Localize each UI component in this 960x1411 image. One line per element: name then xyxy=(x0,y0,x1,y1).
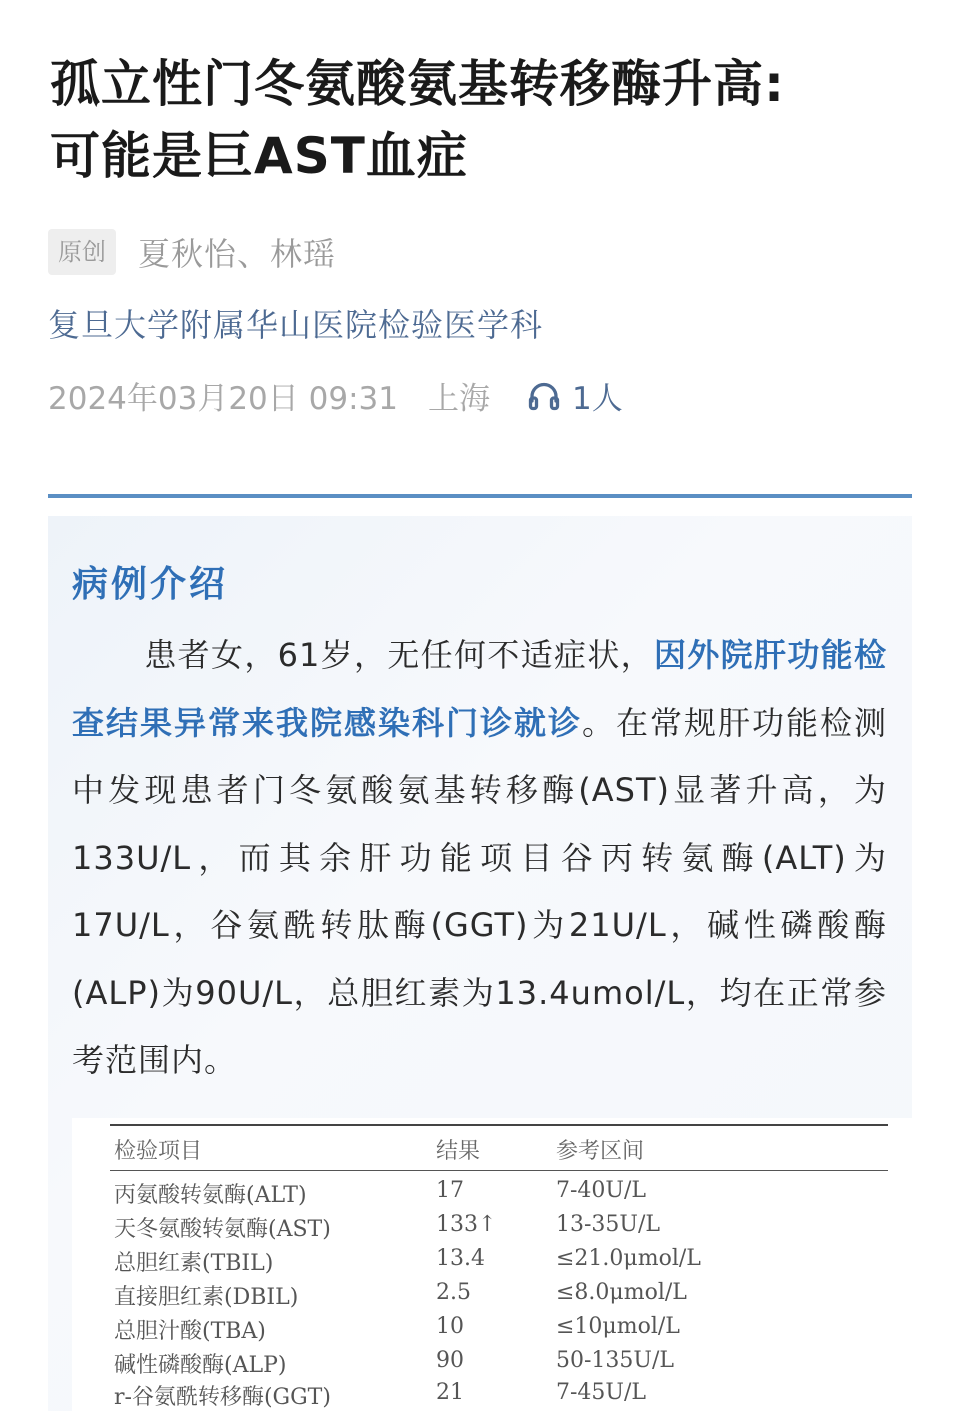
table-header-rule xyxy=(110,1170,888,1171)
row-item: 总胆红素(TBIL) xyxy=(114,1251,274,1276)
row-reference: 50-135U/L xyxy=(556,1348,674,1373)
row-result: 90 xyxy=(436,1348,464,1373)
para-highlight: 因外院肝功能检查结果异常来我院感染科门诊就诊 xyxy=(72,636,887,742)
header-item: 检验项目 xyxy=(114,1139,203,1164)
row-item: 天冬氨酸转氨酶(AST) xyxy=(114,1217,331,1242)
original-badge: 原创 xyxy=(48,229,116,275)
publish-datetime: 2024年03月20日 09:31 xyxy=(48,380,398,417)
header-result: 结果 xyxy=(436,1139,481,1164)
row-item: r-谷氨酰转移酶(GGT) xyxy=(114,1385,331,1410)
row-reference: 7-40U/L xyxy=(556,1178,646,1203)
listen-button[interactable] xyxy=(526,373,623,418)
title-line-2: 可能是巨AST血症 xyxy=(50,127,468,185)
row-result: 17 xyxy=(436,1178,464,1203)
row-reference: ≤10μmol/L xyxy=(556,1314,680,1339)
article-meta xyxy=(48,372,623,418)
row-result: 21 xyxy=(436,1380,464,1405)
row-item: 丙氨酸转氨酶(ALT) xyxy=(114,1183,307,1208)
content-divider xyxy=(48,494,912,498)
row-item: 直接胆红素(DBIL) xyxy=(114,1285,299,1310)
row-reference: 7-45U/L xyxy=(556,1380,646,1405)
case-paragraph xyxy=(72,622,887,1095)
header-reference: 参考区间 xyxy=(556,1139,645,1164)
row-item: 碱性磷酸酶(ALP) xyxy=(114,1353,287,1378)
authors[interactable]: 夏秋怡、林瑶 xyxy=(138,235,337,273)
section-title: 病例介绍 xyxy=(72,564,229,605)
row-result: 10 xyxy=(436,1314,464,1339)
row-result: 13.4 xyxy=(436,1246,485,1271)
row-result: 133↑ xyxy=(436,1212,497,1237)
row-reference: ≤8.0μmol/L xyxy=(556,1280,687,1305)
para-intro: 患者女，61岁，无任何不适症状， xyxy=(144,636,654,674)
row-item: 总胆汁酸(TBA) xyxy=(114,1319,266,1344)
row-reference: ≤21.0μmol/L xyxy=(556,1246,701,1271)
para-rest: 。在常规肝功能检测中发现患者门冬氨酸氨基转移酶(AST)显著升高，为133U/L，而其余肝功能项目谷丙转氨酶(ALT)为17U/L，谷氨酰转肽酶(GGT)为21U/L，碱性磷酸酶(ALP)为90U/L，总胆红素为13.4umol/L，均在正常参考范围内。 xyxy=(72,703,887,1079)
row-result: 2.5 xyxy=(436,1280,471,1305)
article-title xyxy=(50,48,920,192)
organization-link[interactable]: 复旦大学附属华山医院检验医学科 xyxy=(48,306,544,344)
table-top-rule xyxy=(110,1124,888,1126)
listener-count: 1人 xyxy=(571,380,623,417)
headphones-icon xyxy=(526,377,562,413)
author-row xyxy=(48,228,336,276)
publish-location: 上海 xyxy=(427,380,490,417)
title-line-1: 孤立性门冬氨酸氨基转移酶升高: xyxy=(50,55,785,113)
row-reference: 13-35U/L xyxy=(556,1212,660,1237)
